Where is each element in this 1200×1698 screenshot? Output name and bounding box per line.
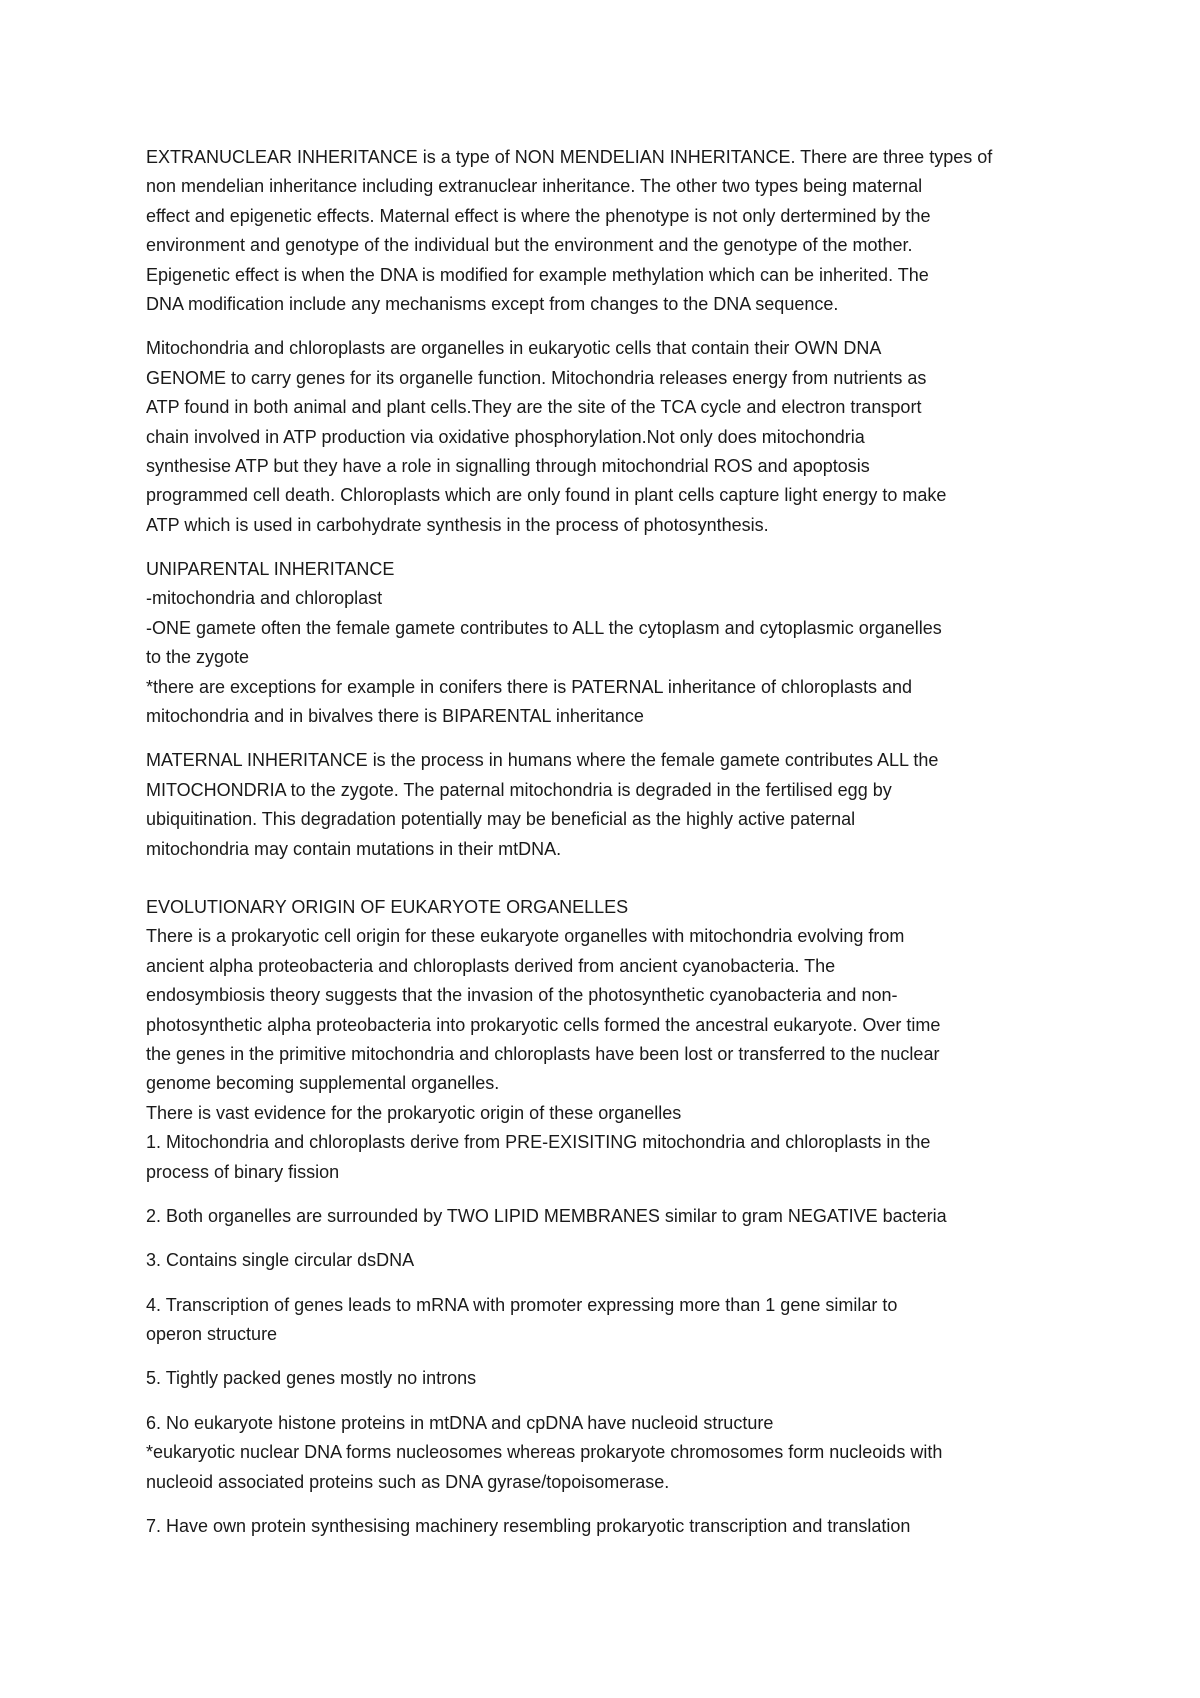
text-line: There is a prokaryotic cell origin for these eukaryote organelles with mitochondria evolving from [146, 926, 905, 947]
paragraph-spacer [146, 1349, 1066, 1364]
text-line: GENOME to carry genes for its organelle function. Mitochondria releases energy from nutrients as [146, 367, 927, 388]
text-line: mitochondria and in bivalves there is BIPARENTAL inheritance [146, 706, 644, 727]
evidence-item-4 [146, 1291, 1066, 1350]
text-line: ATP found in both animal and plant cells.They are the site of the TCA cycle and electron transport [146, 397, 922, 418]
list-item: 4. Transcription of genes leads to mRNA with promoter expressing more than 1 gene similar to [146, 1294, 898, 1315]
text-line: mitochondria may contain mutations in their mtDNA. [146, 838, 562, 859]
paragraph-maternal-inheritance [146, 746, 1066, 864]
evidence-item-2 [146, 1202, 1066, 1231]
evidence-item-7 [146, 1512, 1066, 1541]
paragraph-extranuclear-inheritance [146, 143, 1066, 319]
text-line: *eukaryotic nuclear DNA forms nucleosomes whereas prokaryote chromosomes form nucleoids with [146, 1442, 943, 1463]
text-line: ubiquitination. This degradation potentially may be beneficial as the highly active paternal [146, 809, 856, 830]
list-item-continuation: process of binary fission [146, 1161, 340, 1182]
list-item: 2. Both organelles are surrounded by TWO LIPID MEMBRANES similar to gram NEGATIVE bacteria [146, 1205, 947, 1226]
paragraph-mitochondria-chloroplasts [146, 334, 1066, 540]
text-line: MITOCHONDRIA to the zygote. The paternal mitochondria is degraded in the fertilised egg by [146, 779, 892, 800]
text-line: photosynthetic alpha proteobacteria into prokaryotic cells formed the ancestral eukaryote. Over time [146, 1014, 941, 1035]
paragraph-spacer [146, 1394, 1066, 1409]
list-item: 5. Tightly packed genes mostly no introns [146, 1368, 477, 1389]
evidence-item-3 [146, 1246, 1066, 1275]
text-line: DNA modification include any mechanisms except from changes to the DNA sequence. [146, 293, 839, 314]
text-line: nucleoid associated proteins such as DNA gyrase/topoisomerase. [146, 1471, 670, 1492]
text-line: *there are exceptions for example in conifers there is PATERNAL inheritance of chloroplasts and [146, 676, 913, 697]
paragraph-spacer [146, 864, 1066, 893]
text-line: the genes in the primitive mitochondria and chloroplasts have been lost or transferred to the nuclear [146, 1043, 940, 1064]
list-item: 1. Mitochondria and chloroplasts derive from PRE-EXISITING mitochondria and chloroplasts in the [146, 1132, 931, 1153]
section-heading: EVOLUTIONARY ORIGIN OF EUKARYOTE ORGANELLES [146, 896, 629, 917]
text-line: non mendelian inheritance including extranuclear inheritance. The other two types being maternal [146, 176, 923, 197]
text-line: programmed cell death. Chloroplasts which are only found in plant cells capture light energy to make [146, 485, 947, 506]
text-line: endosymbiosis theory suggests that the invasion of the photosynthetic cyanobacteria and non- [146, 985, 898, 1006]
paragraph-spacer [146, 1497, 1066, 1512]
section-heading: UNIPARENTAL INHERITANCE [146, 559, 395, 580]
paragraph-spacer [146, 319, 1066, 334]
text-line: MATERNAL INHERITANCE is the process in humans where the female gamete contributes ALL the [146, 750, 939, 771]
text-line: to the zygote [146, 647, 250, 668]
section-evolutionary-origin [146, 893, 1066, 1187]
document-body [146, 143, 1066, 1541]
text-line: ancient alpha proteobacteria and chloroplasts derived from ancient cyanobacteria. The [146, 955, 836, 976]
evidence-item-5 [146, 1364, 1066, 1393]
text-line: environment and genotype of the individual but the environment and the genotype of the mother. [146, 235, 913, 256]
text-line: There is vast evidence for the prokaryotic origin of these organelles [146, 1102, 682, 1123]
text-line: EXTRANUCLEAR INHERITANCE is a type of NON MENDELIAN INHERITANCE. There are three types of [146, 147, 993, 167]
text-line: -mitochondria and chloroplast [146, 588, 383, 609]
list-item: 7. Have own protein synthesising machinery resembling prokaryotic transcription and translation [146, 1516, 911, 1537]
text-line: chain involved in ATP production via oxidative phosphorylation.Not only does mitochondria [146, 426, 865, 447]
paragraph-spacer [146, 1187, 1066, 1202]
evidence-item-6 [146, 1409, 1066, 1497]
paragraph-spacer [146, 1276, 1066, 1291]
paragraph-spacer [146, 731, 1066, 746]
list-item: 3. Contains single circular dsDNA [146, 1250, 415, 1271]
list-item-continuation: operon structure [146, 1324, 278, 1345]
text-line: -ONE gamete often the female gamete contributes to ALL the cytoplasm and cytoplasmic organelles [146, 617, 942, 638]
text-line: genome becoming supplemental organelles. [146, 1073, 500, 1094]
text-line: Epigenetic effect is when the DNA is modified for example methylation which can be inherited. The [146, 264, 929, 285]
paragraph-spacer [146, 1231, 1066, 1246]
text-line: ATP which is used in carbohydrate synthesis in the process of photosynthesis. [146, 514, 769, 535]
list-item: 6. No eukaryote histone proteins in mtDNA and cpDNA have nucleoid structure [146, 1412, 774, 1433]
text-line: synthesise ATP but they have a role in signalling through mitochondrial ROS and apoptosis [146, 455, 870, 476]
paragraph-spacer [146, 540, 1066, 555]
text-line: Mitochondria and chloroplasts are organelles in eukaryotic cells that contain their OWN DNA [146, 338, 882, 359]
section-uniparental-inheritance [146, 555, 1066, 731]
text-line: effect and epigenetic effects. Maternal effect is where the phenotype is not only dertermined by the [146, 205, 931, 226]
